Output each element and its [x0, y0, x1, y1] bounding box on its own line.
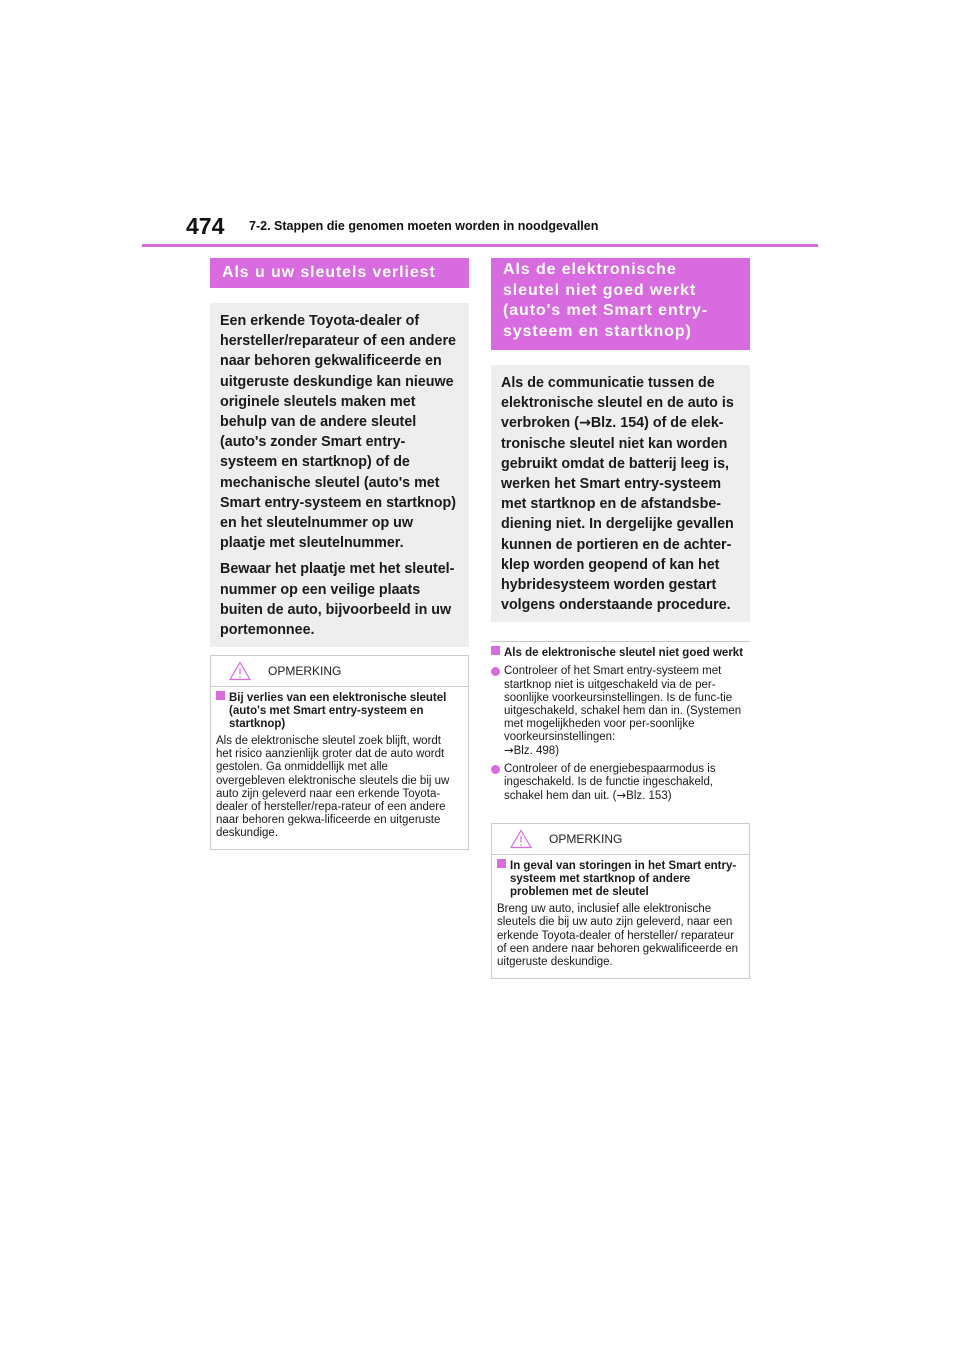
note-body: Als de elektronische sleutel zoek blijft, wordt het risico aanzienlijk groter dat de auto wordt gestolen. Ga onmiddellijk met alle overgebleven elektronische sleutels die bij uw auto zijn geleverd naar een erkende Toyota-dealer of hersteller/repa-rateur of een andere naar behoren gekwa-lificeerde en uitgeruste deskundige.: [216, 735, 450, 839]
note-item-title-text: Bij verlies van een elektronische sleutel (auto's met Smart entry-systeem en startknop): [229, 692, 447, 731]
divider: [491, 641, 750, 642]
sub-heading: [491, 646, 750, 660]
info-text: ) of de elek-tronische sleutel niet kan worden gebruikt omdat de batterij leeg is, werken het Smart entry-systeem met startknop en de afstandsbe-diening niet. In dergelijke gevallen kunnen de portieren en de achter-klep worden geopend of kan het hybridesysteem worden gestart volgens onderstaande procedure.: [501, 415, 734, 614]
page-reference[interactable]: Blz. 153: [626, 790, 668, 803]
arrow-right-icon: →: [616, 788, 627, 803]
note-box: [491, 823, 750, 978]
bullet-item: [491, 665, 750, 758]
info-paragraph: Een erkende Toyota-dealer of hersteller/reparateur of een andere naar behoren gekwalificeerde en uitgeruste deskundige kan nieuwe originele sleutels maken met behulp van de andere sleutel (auto's zonder Smart entry-systeem en startknop) of de mechanische sleutel (auto's met Smart entry-systeem en startknop) en het sleutelnummer op uw plaatje met sleutelnummer.: [220, 313, 456, 552]
info-paragraph: [501, 373, 741, 615]
note-item-title: [216, 691, 458, 731]
square-bullet-icon: [216, 691, 225, 700]
page-reference[interactable]: Blz. 154: [590, 415, 645, 432]
note-label: OPMERKING: [549, 832, 623, 847]
note-item: [497, 859, 739, 968]
note-item-title-text: In geval van storingen in het Smart entry-systeem met startknop of andere problemen met de sleutel: [510, 860, 737, 899]
chapter-header: 7-2. Stappen die genomen moeten worden in noodgevallen: [249, 219, 599, 233]
bullet-item: [491, 763, 750, 803]
bullet-text: Controleer of de energiebespaarmodus is ingeschakeld. Is de functie ingeschakeld, schakel hem dan uit. (: [504, 763, 716, 803]
info-text: Als de communicatie tussen de elektronische sleutel en de auto is verbroken (: [501, 375, 734, 432]
note-body: Breng uw auto, inclusief alle elektronische sleutels die bij uw auto zijn geleverd, naar een erkende Toyota-dealer of hersteller/ reparateur of een andere naar behoren gekwalificeerde en uitgeruste deskundige.: [497, 903, 739, 968]
page-number: 474: [186, 213, 225, 239]
info-box-key-not-working: [491, 365, 750, 622]
square-bullet-icon: [497, 859, 506, 868]
note-box: [210, 655, 469, 850]
page-reference[interactable]: Blz. 498: [513, 745, 556, 757]
left-column: [210, 258, 469, 850]
warning-triangle-icon: [229, 661, 251, 681]
bullet-text: ): [667, 790, 672, 803]
header-rule: [142, 244, 818, 247]
info-box-lost-keys: [210, 303, 469, 647]
note-item-title: [497, 859, 739, 899]
right-column: [491, 258, 750, 979]
note-item: [216, 691, 458, 840]
info-paragraph: Bewaar het plaatje met het sleutel-nummer op een veilige plaats buiten de auto, bijvoorbeeld in uw portemonnee.: [220, 561, 455, 639]
note-header: [492, 824, 749, 855]
bullet-text: ): [555, 745, 560, 757]
section-title-key-not-working: Als de elektronische sleutel niet goed werkt (auto's met Smart entry-systeem en startknop): [491, 258, 750, 350]
arrow-right-icon: →: [578, 415, 591, 432]
note-header: [211, 656, 468, 687]
note-label: OPMERKING: [268, 664, 342, 679]
warning-triangle-icon: [510, 829, 532, 849]
arrow-right-icon: →: [504, 743, 514, 757]
bullet-text: Controleer of het Smart entry-systeem met startknop niet is uitgeschakeld via de per-soonlijke voorkeursinstellingen. Is de func-tie uitgeschakeld, schakel hem dan in. (Systemen met mogelijkheden voor per-soonlijke voorkeursinstellingen:: [504, 665, 742, 743]
square-bullet-icon: [491, 646, 500, 655]
circle-bullet-icon: [491, 667, 500, 676]
section-title-lost-keys: Als u uw sleutels verliest: [210, 258, 469, 288]
sub-heading-text: Als de elektronische sleutel niet goed werkt: [504, 647, 744, 660]
circle-bullet-icon: [491, 765, 500, 774]
